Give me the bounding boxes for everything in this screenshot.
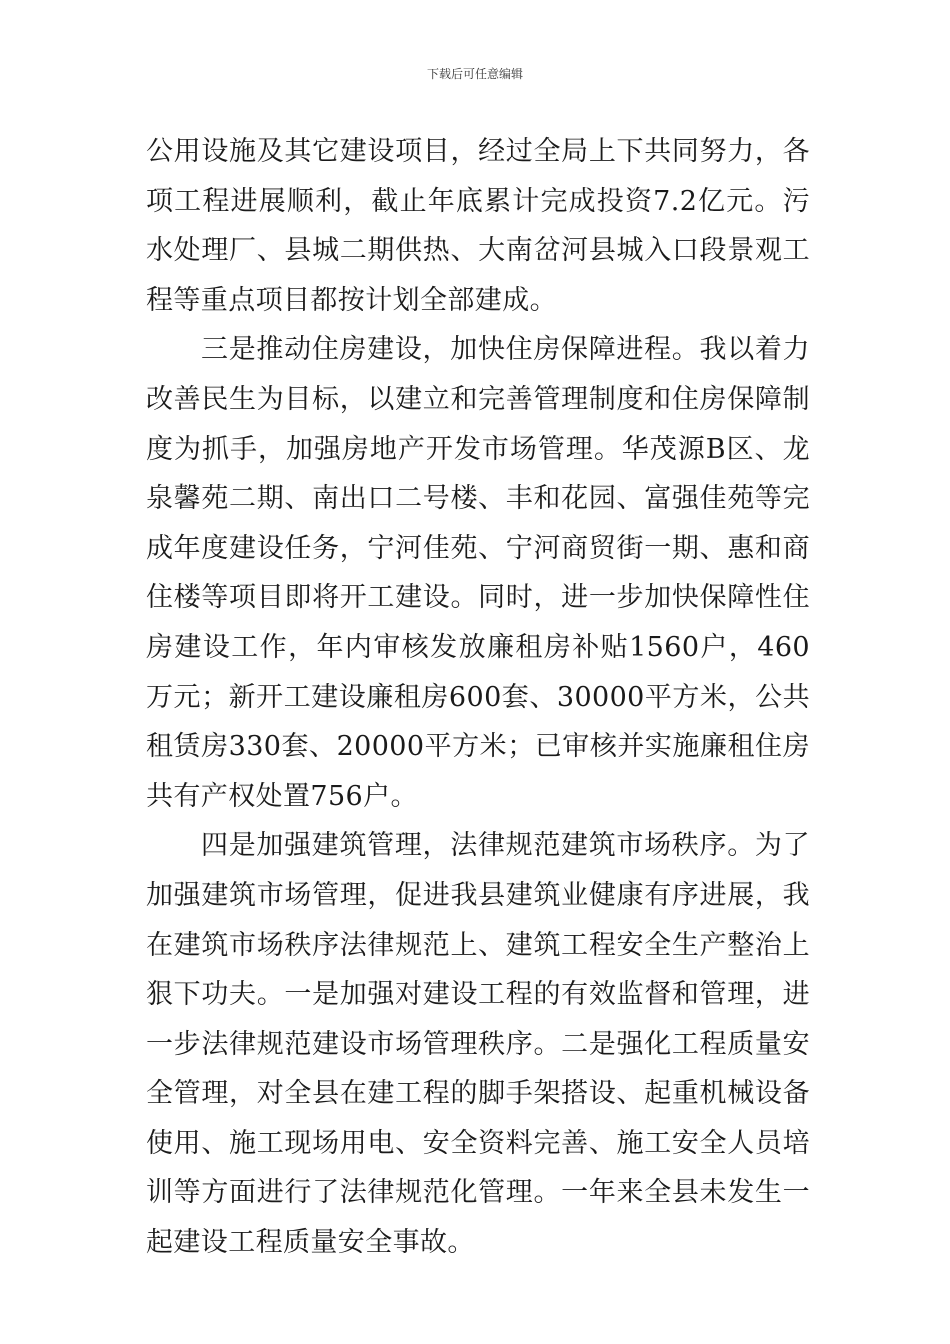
document-body	[146, 127, 810, 1268]
paragraph-continued: 公用设施及其它建设项目，经过全局上下共同努力，各项工程进展顺利，截止年底累计完成投资7.2亿元。污水处理厂、县城二期供热、大南岔河县城入口段景观工程等重点项目都按计划全部建成。	[146, 136, 810, 316]
paragraph-housing: 三是推动住房建设，加快住房保障进程。我以着力改善民生为目标，以建立和完善管理制度和住房保障制度为抓手，加强房地产开发市场管理。华茂源B区、龙泉馨苑二期、南出口二号楼、丰和花园、富强佳苑等完成年度建设任务，宁河佳苑、宁河商贸街一期、惠和商住楼等项目即将开工建设。同时，进一步加快保障性住房建设工作，年内审核发放廉租房补贴1560户，460万元；新开工建设廉租房600套、30000平方米，公共租赁房330套、20000平方米；已审核并实施廉租住房共有产权处置756户。	[146, 334, 810, 812]
page-header: 下载后可任意编辑	[426, 67, 523, 81]
paragraph-construction: 四是加强建筑管理，法律规范建筑市场秩序。为了加强建筑市场管理，促进我县建筑业健康有序进展，我在建筑市场秩序法律规范上、建筑工程安全生产整治上狠下功夫。一是加强对建设工程的有效监督和管理，进一步法律规范建设市场管理秩序。二是强化工程质量安全管理，对全县在建工程的脚手架搭设、起重机械设备使用、施工现场用电、安全资料完善、施工安全人员培训等方面进行了法律规范化管理。一年来全县未发生一起建设工程质量安全事故。	[146, 830, 810, 1259]
